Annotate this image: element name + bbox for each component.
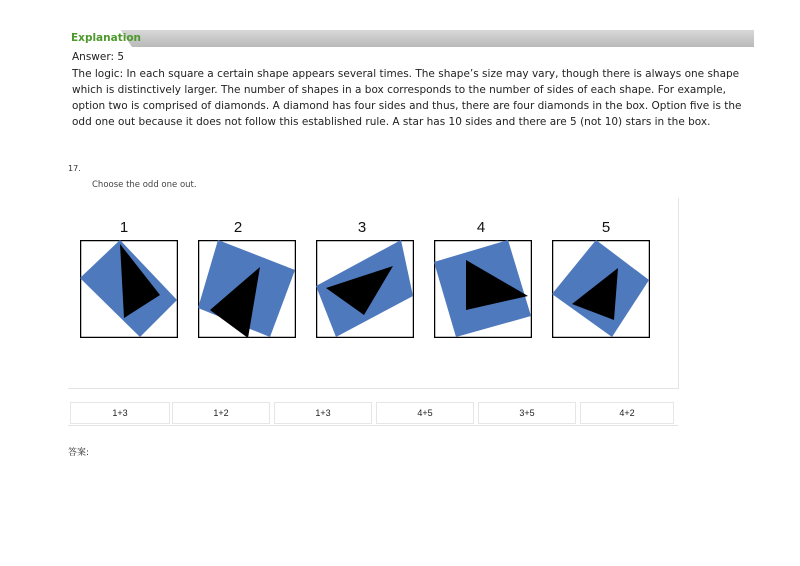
- figure-5[interactable]: [552, 240, 650, 338]
- figure-label-5: 5: [601, 219, 611, 236]
- question-number: 17.: [68, 164, 81, 173]
- header-bar: [68, 30, 754, 47]
- figure-2[interactable]: [198, 240, 296, 338]
- option-e[interactable]: 3+5: [478, 402, 576, 424]
- option-f[interactable]: 4+2: [580, 402, 674, 424]
- figure-1[interactable]: [80, 240, 178, 338]
- explanation-title: Explanation: [71, 32, 142, 44]
- figure-label-3: 3: [357, 219, 367, 236]
- answer-label: 答案:: [68, 448, 90, 458]
- option-b[interactable]: 1+2: [172, 402, 270, 424]
- logic-paragraph: The logic: In each square a certain shape appears several times. The shape’s size may vary, though there is always one shape which is distinctively larger. The number of shapes in a box corresponds to the number of sides of each shape. For example, option two is comprised of diamonds. A diamond has four sides and thus, there are four diamonds in the box. Option five is the odd one out because it does not follow this established rule. A star has 10 sides and there are 5 (not 10) stars in the box.: [72, 68, 742, 128]
- figure-3[interactable]: [316, 240, 414, 338]
- answer-options: [68, 402, 678, 426]
- figure-label-1: 1: [119, 219, 129, 236]
- answer-line: Answer: 5: [72, 51, 125, 63]
- question-prompt: Choose the odd one out.: [92, 180, 197, 190]
- option-d[interactable]: 4+5: [376, 402, 474, 424]
- option-c[interactable]: 1+3: [274, 402, 372, 424]
- figure-label-4: 4: [476, 219, 486, 236]
- figure-4[interactable]: [434, 240, 532, 338]
- option-a[interactable]: 1+3: [70, 402, 170, 424]
- figure-label-2: 2: [233, 219, 243, 236]
- options-divider: [68, 425, 678, 426]
- explanation-header: [68, 30, 754, 47]
